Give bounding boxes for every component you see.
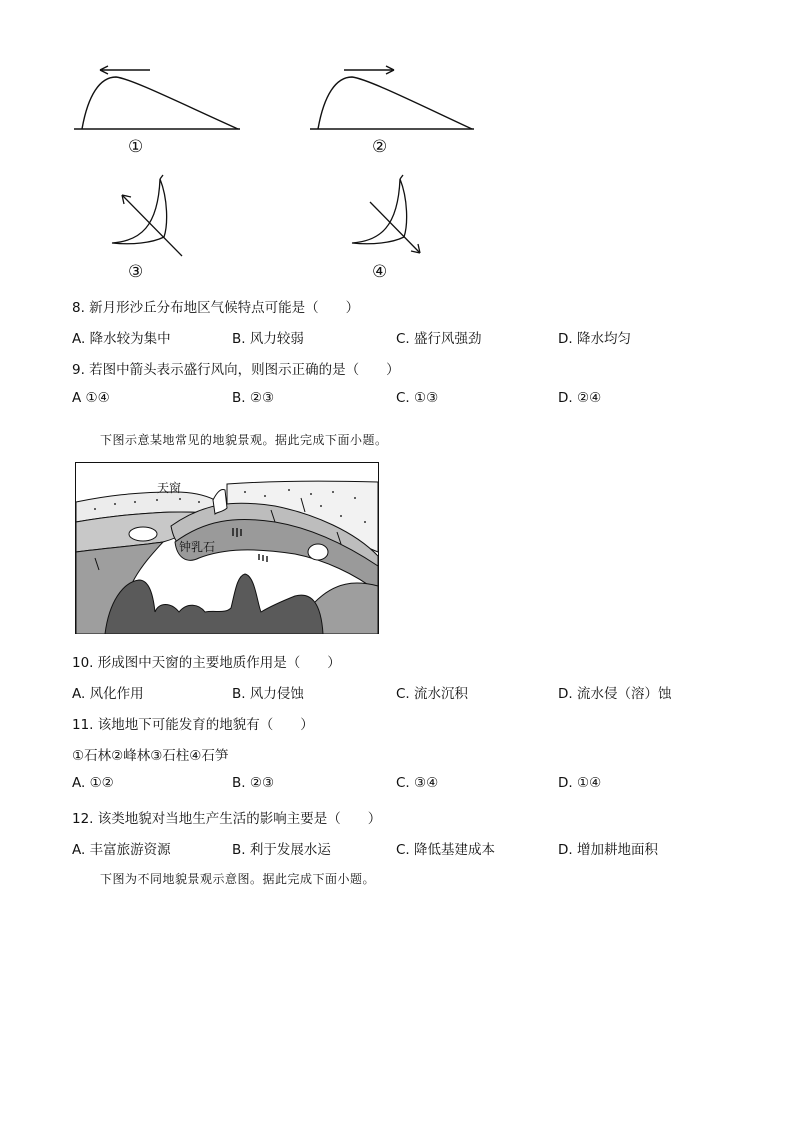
dune-label-2: ② — [372, 137, 388, 157]
dune-label-4: ④ — [372, 262, 388, 282]
q12-option-d: D. 增加耕地面积 — [558, 842, 658, 858]
q12-option-a: A. 丰富旅游资源 — [72, 842, 171, 858]
dune-profile-1 — [74, 66, 240, 129]
question-10-stem: 10. 形成图中天窗的主要地质作用是（ ） — [72, 655, 341, 671]
label-skylight: 天窗 — [157, 481, 182, 495]
label-stalactite: 钟乳石 — [179, 540, 216, 554]
q11-option-c: C. ③④ — [396, 775, 439, 791]
dune-label-1: ① — [128, 137, 144, 157]
intro-landform-figure: 下图为不同地貌景观示意图。据此完成下面小题。 — [100, 872, 376, 886]
q12-option-b: B. 利于发展水运 — [232, 842, 331, 858]
q10-option-b: B. 风力侵蚀 — [232, 686, 304, 702]
q9-option-d: D. ②④ — [558, 390, 602, 406]
crescent-dune-4 — [352, 175, 420, 253]
question-11-stem: 11. 该地地下可能发育的地貌有（ ） — [72, 717, 314, 733]
q11-option-a: A. ①② — [72, 775, 114, 791]
q9-option-a: A ①④ — [72, 390, 110, 406]
q8-option-b: B. 风力较弱 — [232, 331, 304, 347]
question-8-stem: 8. 新月形沙丘分布地区气候特点可能是（ ） — [72, 300, 360, 316]
question-11-items: ①石林②峰林③石柱④石笋 — [72, 748, 229, 764]
question-12-stem: 12. 该类地貌对当地生产生活的影响主要是（ ） — [72, 811, 382, 827]
karst-cave-figure — [75, 462, 379, 634]
q10-option-d: D. 流水侵（溶）蚀 — [558, 686, 672, 702]
q9-option-b: B. ②③ — [232, 390, 275, 406]
question-9-stem: 9. 若图中箭头表示盛行风向，则图示正确的是（ ） — [72, 362, 400, 378]
q10-option-a: A. 风化作用 — [72, 686, 144, 702]
q8-option-a: A. 降水较为集中 — [72, 331, 171, 347]
dune-profiles-figure — [60, 55, 500, 290]
q12-option-c: C. 降低基建成本 — [396, 842, 496, 858]
crescent-dune-3 — [112, 175, 182, 256]
intro-karst-figure: 下图示意某地常见的地貌景观。据此完成下面小题。 — [100, 433, 388, 447]
q8-option-d: D. 降水均匀 — [558, 331, 631, 347]
q11-option-b: B. ②③ — [232, 775, 275, 791]
dune-label-3: ③ — [128, 262, 144, 282]
q9-option-c: C. ①③ — [396, 390, 439, 406]
q10-option-c: C. 流水沉积 — [396, 686, 469, 702]
dune-profile-2 — [310, 66, 474, 129]
q8-option-c: C. 盛行风强劲 — [396, 331, 482, 347]
q11-option-d: D. ①④ — [558, 775, 602, 791]
